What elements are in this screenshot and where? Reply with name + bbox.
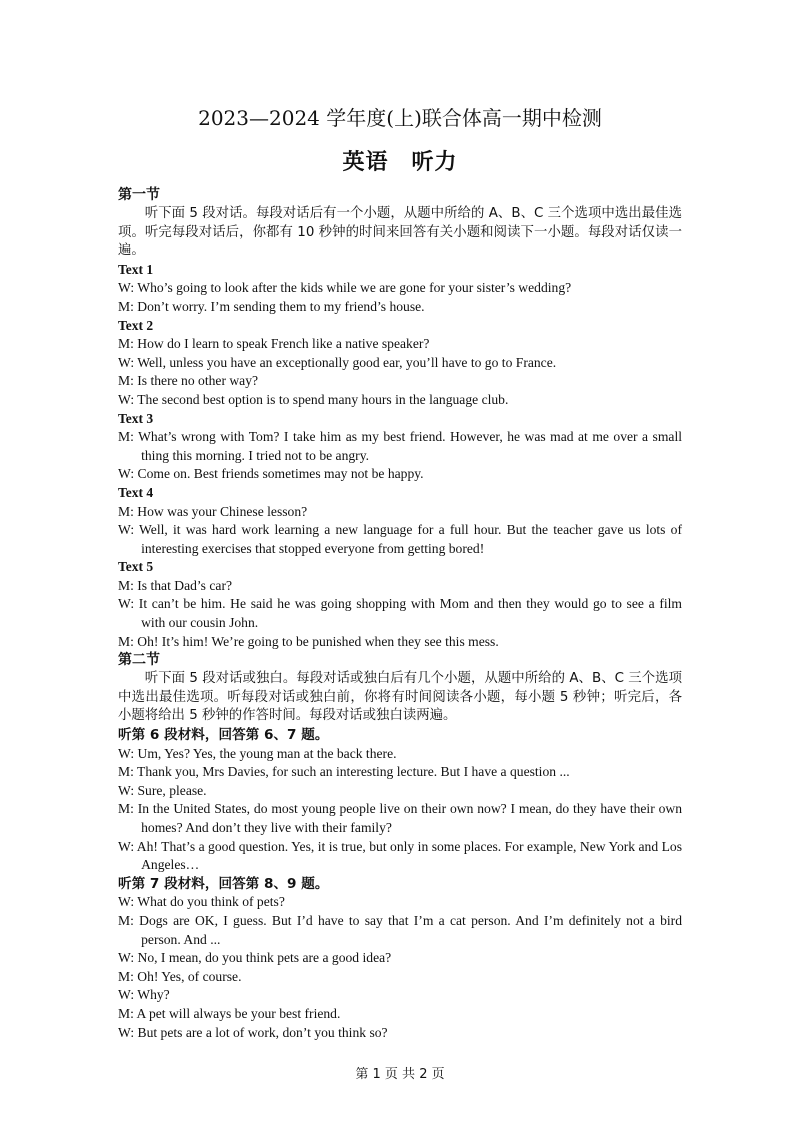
dialogue-line: W: Well, unless you have an exceptionally good ear, you’ll have to go to France.	[118, 354, 557, 370]
dialogue-line: M: How do I learn to speak French like a native speaker?	[118, 336, 430, 352]
dialogue-line: W: Um, Yes? Yes, the young man at the back there.	[118, 745, 397, 761]
page-title: 2023—2024 学年度(上)联合体高一期中检测	[198, 106, 602, 130]
section-2	[118, 651, 682, 1042]
dialogue-line: M: A pet will always be your best friend.	[118, 1005, 341, 1021]
dialogue-line: M: Is that Dad’s car?	[118, 577, 232, 593]
dialogue-line: M: Oh! Yes, of course.	[118, 968, 242, 984]
dialogue-line: M: How was your Chinese lesson?	[118, 503, 308, 519]
section-2-label: 第二节	[118, 652, 160, 669]
dialogue-line: W: But pets are a lot of work, don’t you think so?	[118, 1024, 388, 1040]
text-4-heading: Text 4	[118, 484, 154, 500]
dialogue-line: W: It can’t be him. He said he was going shopping with Mom and then they would go to see a film with our cousin John.	[118, 596, 682, 631]
page-footer: 第 1 页 共 2 页	[355, 1067, 445, 1082]
text-5-heading: Text 5	[118, 559, 154, 575]
dialogue-line: M: In the United States, do most young people live on their own now? I mean, do they have their own homes? And don’t they live with their family?	[118, 801, 682, 835]
dialogue-line: M: Don’t worry. I’m sending them to my friend’s house.	[118, 298, 425, 314]
material-7-heading: 听第 7 段材料，回答第 8、9 题。	[118, 875, 329, 892]
dialogue-line: W: Come on. Best friends sometimes may not be happy.	[118, 466, 424, 482]
material-6-heading: 听第 6 段材料，回答第 6、7 题。	[118, 727, 329, 744]
dialogue-line: W: Why?	[118, 987, 170, 1003]
dialogue-line: W: Ah! That’s a good question. Yes, it is true, but only in some places. For example, New York and Los Angeles…	[118, 838, 682, 873]
section-1	[118, 186, 682, 651]
dialogue-line: M: Thank you, Mrs Davies, for such an interesting lecture. But I have a question ...	[118, 764, 570, 780]
page-subtitle: 英语 听力	[342, 149, 458, 175]
dialogue-line: W: No, I mean, do you think pets are a good idea?	[118, 950, 392, 966]
section-1-instructions: 听下面 5 段对话。每段对话后有一个小题，从题中所给的 A、B、C 三个选项中选出最佳选项。听完每段对话后，你都有 10 秒钟的时间来回答有关小题和阅读下一小题。每段对话仅读一遍。	[118, 206, 682, 259]
text-1-heading: Text 1	[118, 261, 154, 277]
section-2-instructions: 听下面 5 段对话或独白。每段对话或独白后有几个小题，从题中所给的 A、B、C 三个选项中选出最佳选项。听每段对话或独白前，你将有时间阅读各小题，每小题 5 秒钟；听完后，各小题将给出 5 秒钟的作答时间。每段对话或独白读两遍。	[118, 671, 682, 724]
dialogue-line: W: What do you think of pets?	[118, 894, 285, 910]
dialogue-line: W: Who’s going to look after the kids while we are gone for your sister’s wedding?	[118, 280, 572, 296]
dialogue-line: W: Sure, please.	[118, 782, 207, 798]
text-2-heading: Text 2	[118, 317, 154, 333]
section-1-label: 第一节	[118, 187, 160, 203]
dialogue-line: W: Well, it was hard work learning a new language for a full hour. But the teacher gave us lots of interesting exercises that stopped everyone from getting bored!	[118, 522, 682, 556]
dialogue-line: M: Is there no other way?	[118, 373, 259, 389]
dialogue-line: M: Dogs are OK, I guess. But I’d have to say that I’m a cat person. And I’m definitely not a bird person. And ...	[118, 912, 682, 947]
dialogue-line: M: Oh! It’s him! We’re going to be punished when they see this mess.	[118, 633, 499, 649]
dialogue-line: W: The second best option is to spend many hours in the language club.	[118, 391, 509, 407]
dialogue-line: M: What’s wrong with Tom? I take him as my best friend. However, he was mad at me over a small thing this morning. I tried not to be angry.	[118, 429, 682, 463]
exam-page	[118, 104, 682, 1042]
text-3-heading: Text 3	[118, 410, 154, 426]
